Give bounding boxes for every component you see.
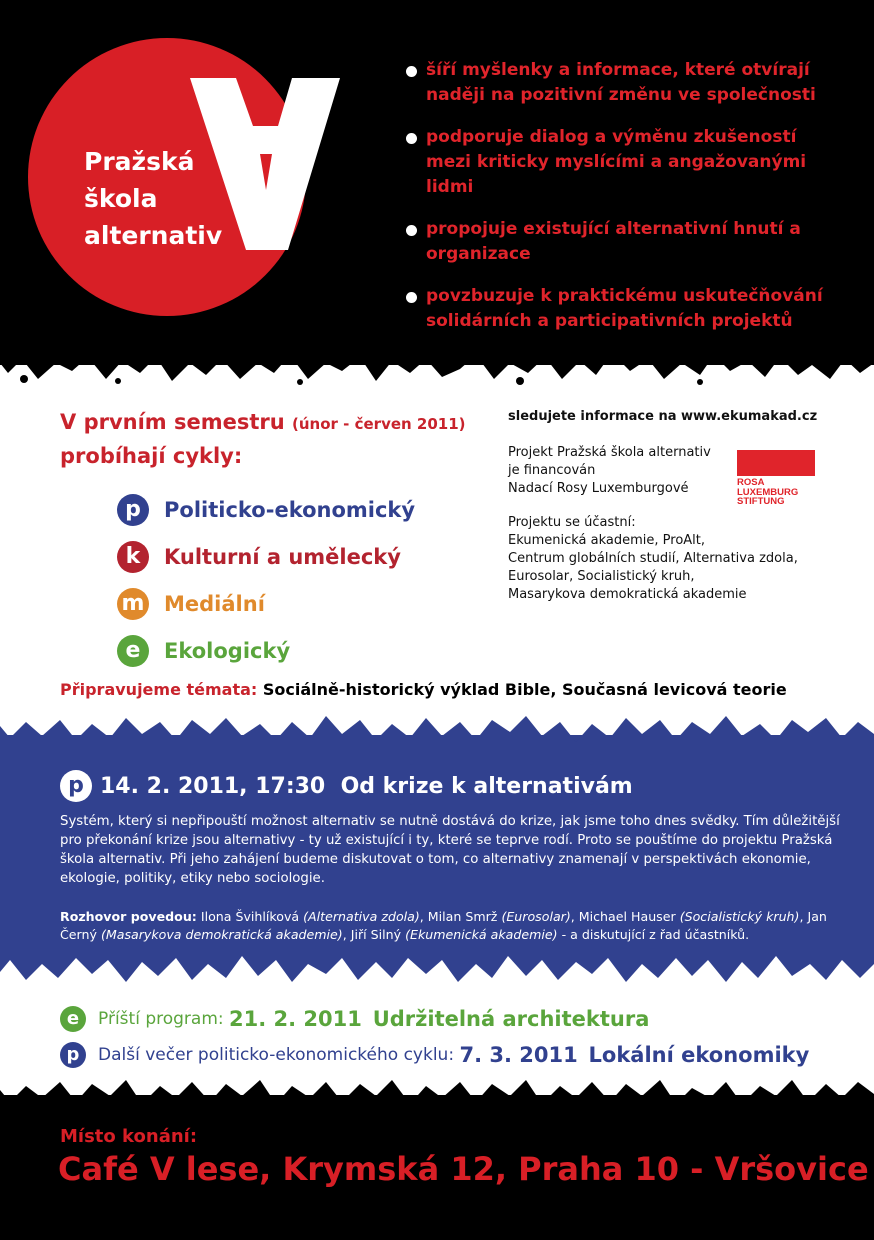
rosa-luxemburg-logo: ROSA LUXEMBURG STIFTUNG [737,450,815,504]
torn-edge-top [0,345,874,385]
cycle-item-cultural: k Kulturní a umělecký [117,533,415,580]
bullet-dot-icon [406,225,417,236]
event-speakers: Rozhovor povedou: Ilona Švihlíková (Alternativa zdola), Milan Smrž (Eurosolar), Michael Hauser (Socialistický kruh), Jan Černý (Masarykova demokratická akademie), Jiří Silný (Ekumenická akademie) - a diskutující z řad účastníků. [60,909,827,942]
cycle-item-ecological: e Ekologický [117,627,415,674]
cycle-badge-icon: e [60,1006,86,1032]
logo-line-1: Pražská [84,147,195,176]
funding-text: Projekt Pražská škola alternativ je financován Nadací Rosy Luxemburgové [508,445,711,496]
cycle-badge-icon: p [60,770,92,802]
event-heading: p 14. 2. 2011, 17:30 Od krize k alternativám [60,770,633,802]
cycle-badge-icon: e [117,635,149,667]
torn-edge-blue-bottom [0,948,874,988]
event-description: Systém, který si nepřipouští možnost alternativ se nutně dostává do krize, jak jsme toho dnes svědky. Tím důležitější pro překonání krize jsou alternativy - ty už existující i ty, které se teprve rodí. Proto se pouštíme do projektu Pražská škola alternativ. Při jeho zahájení budeme diskutovat o tom, co alternativy znamenají v perspektivách ekonomie, ekologie, politiky, etiky nebo sociologie. [60,814,840,886]
next-program: e Příští program: 21. 2. 2011 Udržitelná architektura [60,1006,649,1032]
topics-line: Připravujeme témata: Sociálně-historický výklad Bible, Současná levicová teorie [60,680,787,699]
cycle-badge-icon: m [117,588,149,620]
rosa-logo-block [737,450,815,476]
venue-address: Café V lese, Krymská 12, Praha 10 - Vršovice [58,1150,869,1188]
cycle-badge-icon: p [60,1042,86,1068]
mission-item: propojuje existující alternativní hnutí a organizace [406,217,846,267]
mission-item: podporuje dialog a výměnu zkušeností mezi kriticky myslícími a angažovanými lidmi [406,125,846,200]
cycle-badge-icon: p [117,494,149,526]
logo-line-3: alternativ [84,221,223,250]
cycle-item-media: m Mediální [117,580,415,627]
bullet-dot-icon [406,133,417,144]
inverted-a-logo-icon [190,78,340,250]
cycle-badge-icon: k [117,541,149,573]
next-political-evening: p Další večer politicko-ekonomického cyklu: 7. 3. 2011 Lokální ekonomiky [60,1042,809,1068]
torn-edge-bottom [0,1074,874,1114]
mission-item: povzbuzuje k praktickému uskutečňování solidárních a participativních projektů [406,284,846,334]
cycle-list [117,486,415,674]
bullet-dot-icon [406,292,417,303]
follow-link[interactable]: sledujete informace na www.ekumakad.cz [508,409,818,424]
bullet-dot-icon [406,66,417,77]
semester-heading: V prvním semestru (únor - červen 2011) probíhají cykly: [60,410,466,468]
venue-label: Místo konání: [60,1126,198,1147]
mission-list [406,58,846,351]
mission-item: šíří myšlenky a informace, které otvírají naději na pozitivní změnu ve společnosti [406,58,846,108]
logo-line-2: škola [84,184,158,213]
torn-edge-blue-top [0,712,874,752]
cycle-item-political: p Politicko-ekonomický [117,486,415,533]
participants: Projektu se účastní: Ekumenická akademie, ProAlt, Centrum globálních studií, Alternativa zdola, Eurosolar, Socialistický kruh, Masarykova demokratická akademie [508,515,798,602]
